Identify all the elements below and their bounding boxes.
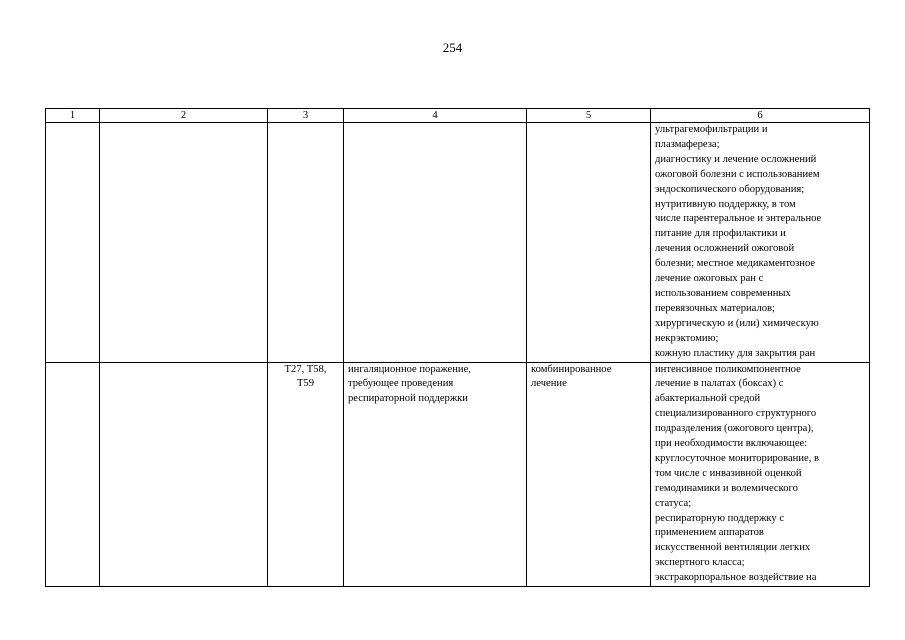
text-line: диагностику и лечение осложнений	[655, 153, 817, 165]
column-header-2: 2	[100, 109, 268, 123]
text-line: экстракорпоральное воздействие на	[655, 572, 817, 584]
text-line: статуса;	[655, 497, 692, 509]
text-line: искусственной вентиляции легких	[655, 542, 811, 554]
text-line: респираторную поддержку с	[655, 512, 785, 524]
text-line: кожную пластику для закрытия ран	[655, 347, 816, 359]
table-row	[46, 123, 870, 363]
text-line: абактериальной средой	[655, 393, 761, 405]
text-line: подразделения (ожогового центра),	[655, 423, 814, 435]
cell-col1	[46, 123, 100, 363]
cell-col6	[651, 123, 870, 363]
text-line: числе парентеральное и энтеральное	[655, 213, 822, 225]
text-line: хирургическую и (или) химическую	[655, 317, 819, 329]
text-line: некрэктомию;	[655, 332, 719, 344]
text-line: ингаляционное поражение,	[348, 363, 471, 375]
cell-col4-condition	[344, 362, 527, 587]
text-line: питание для профилактики и	[655, 228, 786, 240]
text-line: комбинированное	[531, 363, 612, 375]
cell-col3-code	[268, 362, 344, 587]
text-line: круглосуточное мониторирование, в	[655, 452, 819, 464]
cell-col6-treatment-method	[651, 362, 870, 587]
text-line: нутритивную поддержку, в том	[655, 198, 796, 210]
cell-col3	[268, 123, 344, 363]
column-header-6: 6	[651, 109, 870, 123]
text-line: специализированного структурного	[655, 408, 817, 420]
cell-col5	[527, 123, 651, 363]
text-line: использованием современных	[655, 287, 791, 299]
cell-col4	[344, 123, 527, 363]
text-line: лечения осложнений ожоговой	[655, 243, 795, 255]
text-line: T59	[296, 378, 315, 390]
header-row	[46, 109, 870, 123]
cell-col2	[100, 123, 268, 363]
document-table	[45, 108, 870, 587]
text-line: гемодинамики и волемического	[655, 482, 798, 494]
text-line: перевязочных материалов;	[655, 302, 775, 314]
text-line: интенсивное поликомпонентное	[655, 363, 801, 375]
text-line: ожоговой болезни с использованием	[655, 168, 820, 180]
table-row	[46, 362, 870, 587]
column-header-3: 3	[268, 109, 344, 123]
cell-col5-treatment-type	[527, 362, 651, 587]
text-line: ультрагемофильтрации и	[655, 124, 768, 135]
column-header-1: 1	[46, 109, 100, 123]
text-line: экспертного класса;	[655, 557, 745, 569]
text-line: респираторной поддержки	[348, 393, 468, 405]
text-line: при необходимости включающее:	[655, 438, 808, 450]
text-line: требующее проведения	[348, 378, 454, 390]
cell-col1	[46, 362, 100, 587]
text-line: T27, T58,	[284, 363, 327, 375]
text-line: применением аппаратов	[655, 527, 764, 539]
text-line: лечение ожоговых ран с	[655, 273, 764, 285]
text-line: эндоскопического оборудования;	[655, 183, 805, 195]
text-line: лечение в палатах (боксах) с	[655, 378, 784, 390]
cell-col2	[100, 362, 268, 587]
column-header-4: 4	[344, 109, 527, 123]
page-number: 254	[442, 40, 463, 55]
text-line: лечение	[531, 378, 567, 390]
text-line: том числе с инвазивной оценкой	[655, 467, 802, 479]
text-line: плазмафереза;	[655, 138, 720, 150]
column-header-5: 5	[527, 109, 651, 123]
text-line: болезни; местное медикаментозное	[655, 258, 816, 270]
